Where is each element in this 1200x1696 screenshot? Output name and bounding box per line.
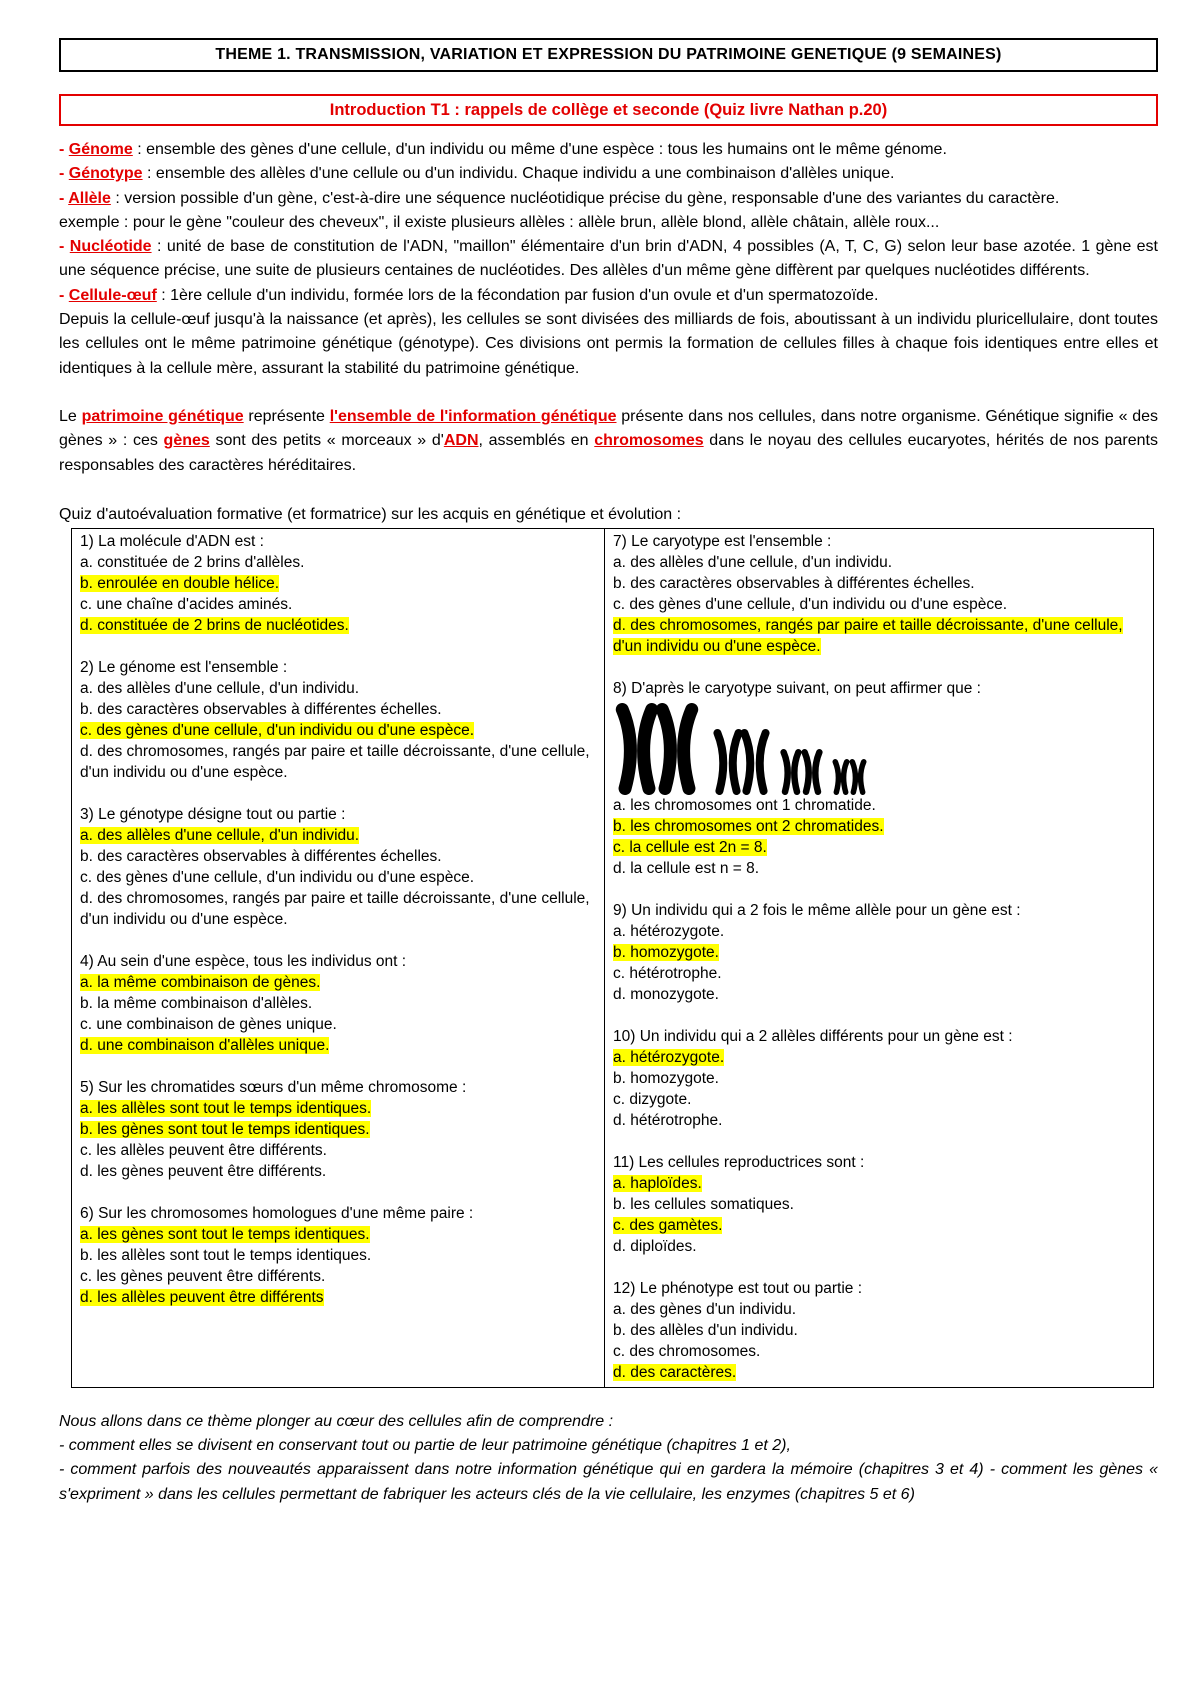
keyword-adn: ADN: [443, 432, 479, 450]
option-text: c. des chromosomes.: [613, 1342, 761, 1360]
question-text: 6) Sur les chromosomes homologues d'une même paire :: [80, 1204, 474, 1222]
answer-option: [613, 573, 1145, 594]
answer-option: [613, 858, 1145, 879]
document-page: [59, 38, 1158, 1507]
option-text: c. des gamètes.: [613, 1216, 723, 1234]
outro-line: - comment parfois des nouveautés apparaissent dans notre information génétique qui en gardera la mémoire (chapitres 3 et 4) - comment les gènes « s'expriment » dans les cellules permettant de fabriquer les acteurs clés de la vie cellulaire, les enzymes (chapitres 5 et 6): [59, 1461, 1158, 1503]
answer-option: [613, 984, 1145, 1005]
answer-option-correct: [80, 573, 596, 594]
answer-option: [80, 993, 596, 1014]
option-text: d. hétérotrophe.: [613, 1111, 723, 1129]
chromosome-pair3-b: [805, 752, 820, 792]
quiz-question: [80, 1203, 596, 1308]
option-text: b. des caractères observables à différentes échelles.: [613, 574, 975, 592]
answer-option-correct: [613, 1215, 1145, 1236]
option-text: c. une combinaison de gènes unique.: [80, 1015, 337, 1033]
chromosome-pair1-b: [662, 709, 691, 788]
answer-option-correct: [613, 615, 1145, 657]
answer-option-correct: [613, 1173, 1145, 1194]
answer-option-correct: [613, 816, 1145, 837]
option-text: d. la cellule est n = 8.: [613, 859, 760, 877]
option-text: b. les chromosomes ont 2 chromatides.: [613, 817, 884, 835]
question-text: 12) Le phénotype est tout ou partie :: [613, 1279, 863, 1297]
option-text: d. les allèles peuvent être différents: [80, 1288, 324, 1306]
answer-option: [613, 1236, 1145, 1257]
option-text: b. les allèles sont tout le temps identiques.: [80, 1246, 372, 1264]
answer-option-correct: [80, 1224, 596, 1245]
option-text: d. constituée de 2 brins de nucléotides.: [80, 616, 349, 634]
option-text: c. des gènes d'une cellule, d'un individu ou d'une espèce.: [613, 595, 1008, 613]
definition-nucleotide: - Nucléotide : unité de base de constitution de l'ADN, "maillon" élémentaire d'un brin d'ADN, 4 possibles (A, T, C, G) selon leur base azotée. 1 gène est une séquence précise, une suite de plusieurs centaines de nucléotides. Des allèles d'un même gène diffèrent par quelques nucléotides différents.: [59, 238, 1158, 280]
quiz-question: [80, 804, 596, 930]
definition-cellule-oeuf: - Cellule-œuf : 1ère cellule d'un individu, formée lors de la fécondation par fusion d'un ovule et d'un spermatozoïde.: [59, 286, 879, 304]
quiz-question: [613, 1026, 1145, 1131]
option-text: b. des caractères observables à différentes échelles.: [80, 700, 442, 718]
option-text: c. des gènes d'une cellule, d'un individu ou d'une espèce.: [80, 868, 475, 886]
option-text: c. les gènes peuvent être différents.: [80, 1267, 326, 1285]
term-nucleotide: Nucléotide: [69, 238, 152, 256]
intro-title: Introduction T1 : rappels de collège et seconde (Quiz livre Nathan p.20): [59, 94, 1158, 126]
answer-option: [80, 888, 596, 930]
definition-genotype: - Génotype : ensemble des allèles d'une cellule ou d'un individu. Chaque individu a une combinaison d'allèles unique.: [59, 165, 895, 183]
term-genome: Génome: [68, 141, 133, 158]
answer-option: [613, 921, 1145, 942]
option-text: c. hétérotrophe.: [613, 964, 722, 982]
answer-option-correct: [613, 1362, 1145, 1383]
option-text: b. les gènes sont tout le temps identiques.: [80, 1120, 370, 1138]
answer-option-correct: [80, 615, 596, 636]
option-text: c. les allèles peuvent être différents.: [80, 1141, 327, 1159]
option-text: a. des allèles d'une cellule, d'un individu.: [613, 553, 893, 571]
option-text: a. les gènes sont tout le temps identiques.: [80, 1225, 370, 1243]
answer-option-correct: [80, 825, 596, 846]
outro-line: - comment elles se divisent en conservant tout ou partie de leur patrimoine génétique (chapitres 1 et 2),: [59, 1437, 791, 1455]
question-text: 3) Le génotype désigne tout ou partie :: [80, 805, 346, 823]
answer-option-correct: [80, 1287, 596, 1308]
option-text: a. les chromosomes ont 1 chromatide.: [613, 796, 876, 814]
option-text: a. la même combinaison de gènes.: [80, 973, 321, 991]
option-text: b. des allèles d'un individu.: [613, 1321, 798, 1339]
option-text: a. des allèles d'une cellule, d'un individu.: [80, 826, 360, 844]
option-text: c. dizygote.: [613, 1090, 692, 1108]
cellule-oeuf-detail: Depuis la cellule-œuf jusqu'à la naissance (et après), les cellules se sont divisées des milliards de fois, aboutissant à un individu pluricellulaire, dont toutes les cellules ont le même patrimoine génétique (génotype). Ces divisions ont permis la formation de cellules filles à chaque fois identiques entre elles et identiques à la cellule mère, assurant la stabilité du patrimoine génétique.: [59, 311, 1158, 377]
answer-option: [80, 678, 596, 699]
answer-option: [80, 594, 596, 615]
answer-option-correct: [80, 972, 596, 993]
quiz-question: [613, 1152, 1145, 1257]
answer-option: [80, 867, 596, 888]
option-text: b. les cellules somatiques.: [613, 1195, 794, 1213]
option-text: d. des chromosomes, rangés par paire et taille décroissante, d'une cellule, d'un individu ou d'une espèce.: [613, 616, 1123, 655]
answer-option: [613, 963, 1145, 984]
answer-option: [80, 1161, 596, 1182]
answer-option-correct: [80, 720, 596, 741]
answer-option: [613, 1341, 1145, 1362]
answer-option: [613, 1068, 1145, 1089]
quiz-question: [80, 951, 596, 1056]
quiz-table: [71, 528, 1154, 1388]
quiz-question: [80, 657, 596, 783]
option-text: d. les gènes peuvent être différents.: [80, 1162, 327, 1180]
option-text: a. les allèles sont tout le temps identiques.: [80, 1099, 372, 1117]
answer-option: [80, 846, 596, 867]
keyword-patrimoine: patrimoine génétique: [81, 407, 244, 425]
quiz-column-right: [605, 529, 1153, 1387]
option-text: a. hétérozygote.: [613, 922, 725, 940]
keyword-information: l'ensemble de l'information génétique: [329, 407, 617, 425]
answer-option: [613, 1110, 1145, 1131]
quiz-question: [80, 531, 596, 636]
quiz-column-left: [72, 529, 605, 1387]
question-text: 4) Au sein d'une espèce, tous les individus ont :: [80, 952, 407, 970]
quiz-question: [80, 1077, 596, 1182]
option-text: b. des caractères observables à différentes échelles.: [80, 847, 442, 865]
quiz-question: [613, 678, 1145, 879]
answer-option: [613, 1320, 1145, 1341]
option-text: b. la même combinaison d'allèles.: [80, 994, 313, 1012]
answer-option: [80, 699, 596, 720]
option-text: a. haploïdes.: [613, 1174, 702, 1192]
keyword-chromosomes: chromosomes: [594, 432, 704, 450]
option-text: d. une combinaison d'allèles unique.: [80, 1036, 330, 1054]
definitions-section: [59, 138, 1158, 478]
option-text: c. une chaîne d'acides aminés.: [80, 595, 293, 613]
quiz-question: [613, 531, 1145, 657]
answer-option: [613, 594, 1145, 615]
theme-title: THEME 1. TRANSMISSION, VARIATION ET EXPRESSION DU PATRIMOINE GENETIQUE (9 SEMAINES): [59, 38, 1158, 72]
option-text: d. des caractères.: [613, 1363, 737, 1381]
question-text: 5) Sur les chromatides sœurs d'un même chromosome :: [80, 1078, 467, 1096]
answer-option-correct: [80, 1035, 596, 1056]
answer-option: [80, 1266, 596, 1287]
term-allele: Allèle: [68, 189, 111, 207]
definition-allele: - Allèle : version possible d'un gène, c'est-à-dire une séquence nucléotidique précise du gène, responsable d'une des variantes du caractère.: [59, 189, 1060, 207]
option-text: d. des chromosomes, rangés par paire et taille décroissante, d'une cellule, d'un individu ou d'une espèce.: [80, 889, 590, 928]
answer-option: [80, 1140, 596, 1161]
question-text: 10) Un individu qui a 2 allèles différents pour un gène est :: [613, 1027, 1013, 1045]
outro-section: [59, 1410, 1158, 1507]
question-text: 8) D'après le caryotype suivant, on peut affirmer que :: [613, 679, 981, 697]
quiz-question: [613, 1278, 1145, 1383]
option-text: a. des gènes d'un individu.: [613, 1300, 797, 1318]
question-text: 11) Les cellules reproductrices sont :: [613, 1153, 865, 1171]
option-text: d. monozygote.: [613, 985, 719, 1003]
chromosome-pair3-a: [784, 752, 799, 792]
chromosome-pair4-a: [835, 762, 847, 793]
chromosome-pair4-b: [852, 762, 864, 793]
option-text: a. constituée de 2 brins d'allèles.: [80, 553, 305, 571]
definition-genome: - Génome : ensemble des gènes d'une cellule, d'un individu ou même d'une espèce : tous les humains ont le même génome.: [59, 141, 947, 158]
outro-line: Nous allons dans ce thème plonger au cœur des cellules afin de comprendre :: [59, 1412, 614, 1430]
question-text: 9) Un individu qui a 2 fois le même allèle pour un gène est :: [613, 901, 1021, 919]
option-text: c. des gènes d'une cellule, d'un individu ou d'une espèce.: [80, 721, 475, 739]
option-text: b. homozygote.: [613, 943, 719, 961]
answer-option: [80, 1245, 596, 1266]
option-text: a. hétérozygote.: [613, 1048, 725, 1066]
question-text: 1) La molécule d'ADN est :: [80, 532, 264, 550]
answer-option: [613, 552, 1145, 573]
allele-example: exemple : pour le gène "couleur des cheveux", il existe plusieurs allèles : allèle brun, allèle blond, allèle châtain, allèle roux...: [59, 213, 940, 231]
option-text: d. diploïdes.: [613, 1237, 697, 1255]
chromosome-pair2-b: [744, 733, 765, 791]
answer-option: [613, 795, 1145, 816]
option-text: c. la cellule est 2n = 8.: [613, 838, 767, 856]
karyotype-image: [613, 699, 1145, 795]
chromosome-pair2-a: [717, 733, 738, 791]
answer-option-correct: [613, 837, 1145, 858]
term-cellule-oeuf: Cellule-œuf: [68, 286, 157, 304]
question-text: 7) Le caryotype est l'ensemble :: [613, 532, 832, 550]
question-text: 2) Le génome est l'ensemble :: [80, 658, 288, 676]
patrimoine-paragraph: Le patrimoine génétique représente l'ensemble de l'information génétique présente dans nos cellules, dans notre organisme. Génétique signifie « des gènes » : ces gènes sont des petits « morceaux » d'ADN, assemblés en chromosomes dans le noyau des cellules eucaryotes, hérités de nos parents responsables des caractères héréditaires.: [59, 407, 1159, 474]
answer-option: [613, 1089, 1145, 1110]
chromosome-pair1-a: [622, 709, 651, 788]
keyword-genes: gènes: [163, 432, 210, 450]
answer-option: [80, 552, 596, 573]
answer-option: [80, 741, 596, 783]
term-genotype: Génotype: [68, 165, 143, 183]
option-text: d. des chromosomes, rangés par paire et taille décroissante, d'une cellule, d'un individu ou d'une espèce.: [80, 742, 590, 781]
answer-option: [80, 1014, 596, 1035]
option-text: b. enroulée en double hélice.: [80, 574, 280, 592]
quiz-question: [613, 900, 1145, 1005]
answer-option-correct: [80, 1119, 596, 1140]
answer-option: [613, 1299, 1145, 1320]
answer-option: [613, 1194, 1145, 1215]
option-text: b. homozygote.: [613, 1069, 719, 1087]
option-text: a. des allèles d'une cellule, d'un individu.: [80, 679, 360, 697]
answer-option-correct: [613, 1047, 1145, 1068]
answer-option-correct: [80, 1098, 596, 1119]
answer-option-correct: [613, 942, 1145, 963]
quiz-intro: Quiz d'autoévaluation formative (et formatrice) sur les acquis en génétique et évolution :: [59, 505, 682, 523]
